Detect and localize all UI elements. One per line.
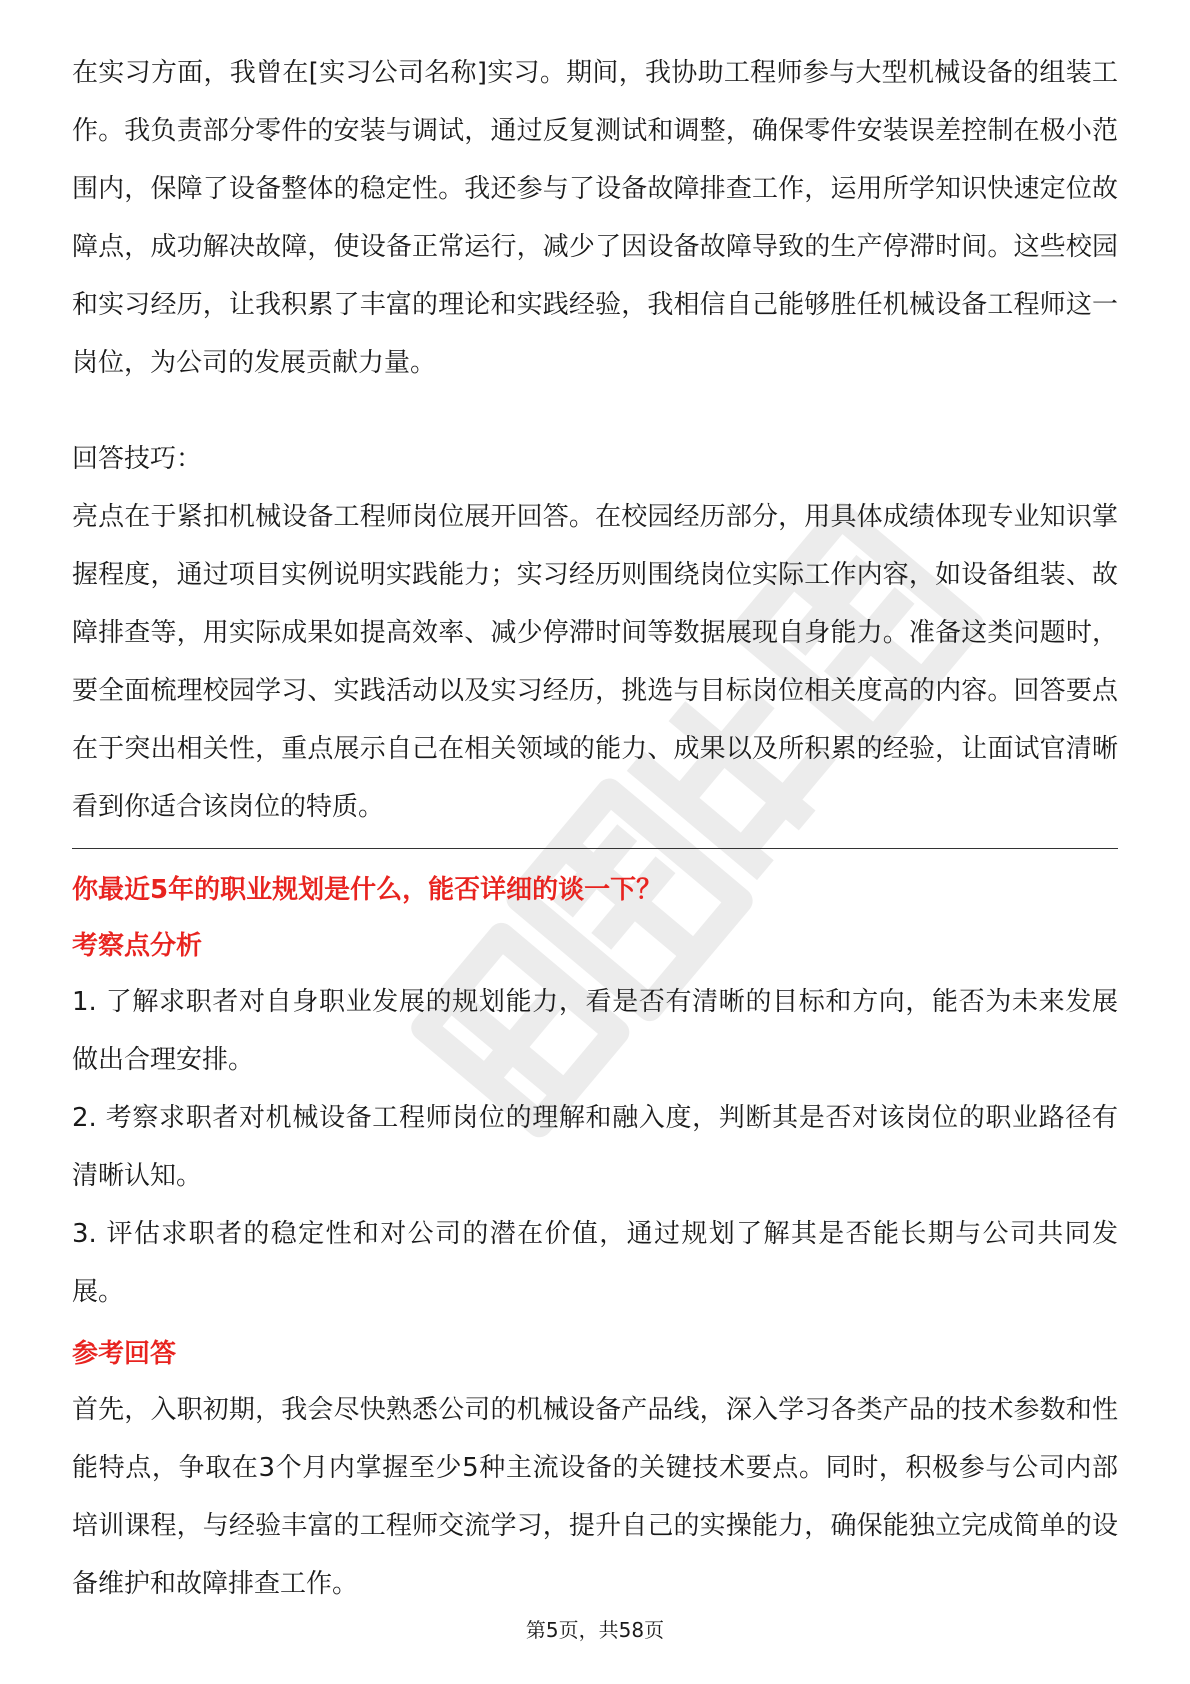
- top-paragraph: 在实习方面，我曾在[实习公司名称]实习。期间，我协助工程师参与大型机械设备的组装工作。我负责部分零件的安装与调试，通过反复测试和调整，确保零件安装误差控制在极小范围内，保障了设备整体的稳定性。我还参与了设备故障排查工作，运用所学知识快速定位故障点，成功解决故障，使设备正常运行，减少了因设备故障导致的生产停滞时间。这些校园和实习经历，让我积累了丰富的理论和实践经验，我相信自己能够胜任机械设备工程师这一岗位，为公司的发展贡献力量。: [72, 58, 1118, 378]
- reference-text: 首先，入职初期，我会尽快熟悉公司的机械设备产品线，深入学习各类产品的技术参数和性能特点，争取在3个月内掌握至少5种主流设备的关键技术要点。同时，积极参与公司内部培训课程，与经验丰富的工程师交流学习，提升自己的实操能力，确保能独立完成简单的设备维护和故障排查工作。: [72, 1395, 1118, 1599]
- reference-title: 参考回答: [72, 1339, 177, 1369]
- page-number-footer: 第5页，共58页: [525, 1618, 665, 1642]
- tips-label: 回答技巧：: [72, 444, 203, 474]
- analysis-point: 2. 考察求职者对机械设备工程师岗位的理解和融入度，判断其是否对该岗位的职业路径有清晰认知。: [72, 1103, 1118, 1191]
- document-page: [72, 44, 1118, 1613]
- section-gap: [72, 392, 1118, 430]
- question-heading: 你最近5年的职业规划是什么，能否详细的谈一下？: [72, 875, 663, 905]
- analysis-title: 考察点分析: [72, 931, 203, 961]
- analysis-point: 3. 评估求职者的稳定性和对公司的潜在价值，通过规划了解其是否能长期与公司共同发展。: [72, 1219, 1118, 1307]
- tips-text: 亮点在于紧扣机械设备工程师岗位展开回答。在校园经历部分，用具体成绩体现专业知识掌握程度，通过项目实例说明实践能力；实习经历则围绕岗位实际工作内容，如设备组装、故障排查等，用实际成果如提高效率、减少停滞时间等数据展现自身能力。准备这类问题时，要全面梳理校园学习、实践活动以及实习经历，挑选与目标岗位相关度高的内容。回答要点在于突出相关性，重点展示自己在相关领域的能力、成果以及所积累的经验，让面试官清晰看到你适合该岗位的特质。: [72, 502, 1118, 822]
- analysis-point: 1. 了解求职者对自身职业发展的规划能力，看是否有清晰的目标和方向，能否为未来发展做出合理安排。: [72, 987, 1118, 1075]
- section-divider: [72, 848, 1118, 849]
